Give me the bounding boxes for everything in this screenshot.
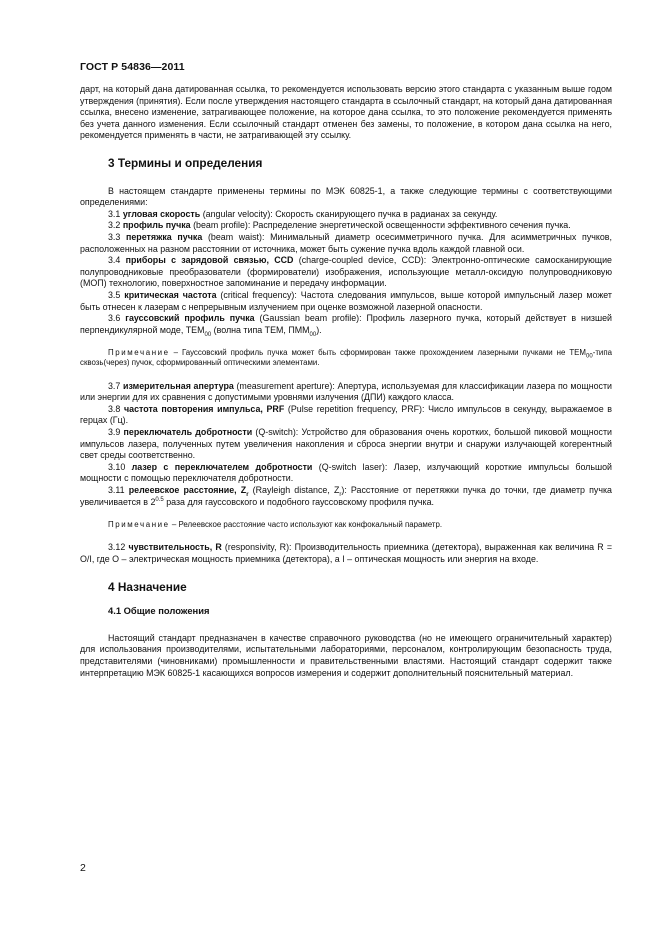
- term-3-2: 3.2 профиль пучка (beam profile): Распределение энергетической освещенности эффективного сечения пучка.: [108, 220, 571, 231]
- term-3-7: 3.7 измерительная апертура (measurement aperture): Апертура, используемая для классификации лазера по мощности или энергии для их сравнения с допустимыми уровнями излучения (ДПИ) каждого класса.: [80, 380, 612, 403]
- note-rayleigh: Примечание – Релеевское расстояние часто используют как конфокальный параметр.: [108, 520, 443, 530]
- section-3-heading: 3 Термины и определения: [108, 155, 263, 170]
- intro-paragraph: дарт, на который дана датированная ссылка, то рекомендуется использовать версию этого стандарта с указанным выше годом утверждения (принятия). Если после утверждения настоящего стандарта в ссылочный стандарт, на который дана датированная ссылка, внесено изменение, затрагивающее положение, на которое дана ссылка, то это положение рекомендуется применять без учета данного изменения. Если ссылочный стандарт отменен без замены, то положение, в котором дана ссылка на него, рекомендуется применять в части, не затрагивающей эту ссылку.: [80, 84, 612, 141]
- term-3-10: 3.10 лазер с переключателем добротности (Q-switch laser): Лазер, излучающий короткие импульсы большой мощности с помощью переключателя добротности.: [80, 461, 612, 484]
- section-4-1-paragraph: Настоящий стандарт предназначен в качестве справочного руководства (но не имеющего ограничительный характер) для использования производителями, испытательными лабораториями, персоналом, контролирующим безопасность труда, представителями (чиновниками) промышленности и правительственными властями. Настоящий стандарт содержит также интерпретацию МЭК 60825-1 касающихся вопросов измерения и содержит дополнительный пояснительный материал.: [80, 632, 612, 678]
- document-header: ГОСТ Р 54836—2011: [80, 61, 185, 73]
- term-3-6: 3.6 гауссовский профиль пучка (Gaussian beam profile): Профиль лазерного пучка, который действует в низшей перпендикулярной моде, $ТЕМ_{00}$ (волна типа ТЕМ, $ПММ_{00}$).: [80, 313, 612, 338]
- term-3-4: 3.4 приборы с зарядовой связью, CCD (charge-coupled device, CCD): Электронно-оптические самосканирующие полупроводниковые преобразователи (формирователи) изображения, использующие металл-оксидую полупроводниковую (МОП) технологию, поверхностное запоминание и передачу информации.: [80, 255, 612, 289]
- note-gaussian: Примечание – Гауссовский профиль пучка может быть сформирован также прохождением лазерными пучками не $ТЕМ_{00}$-типа сквозь(через) пучок, сформированный оптическими элементами.: [80, 348, 612, 368]
- section-4-1-heading: 4.1 Общие положения: [108, 605, 210, 617]
- section-4-heading: 4 Назначение: [108, 579, 187, 594]
- section-3-lead: В настоящем стандарте применены термины по МЭК 60825-1, а также следующие термины с соответствующими определениями:: [80, 185, 612, 208]
- term-3-3: 3.3 перетяжка пучка (beam waist): Минимальный диаметр осесимметричного пучка. Для асимметричных пучков, расположенных на разном расстоянии от источника, может быть сужение пучка вдоль каждой главной оси.: [80, 231, 612, 254]
- term-3-5: 3.5 критическая частота (critical frequency): Частота следования импульсов, выше которой импульсный лазер может быть отнесен к лазерам с непрерывным излучением при оценке возможной лазерной опасности.: [80, 289, 612, 312]
- term-3-1: 3.1 угловая скорость (angular velocity): Скорость сканирующего пучка в радианах за секунду.: [108, 208, 498, 219]
- page-number: 2: [80, 862, 86, 874]
- term-3-12: 3.12 чувствительность, R (responsivity, R): Производительность приемника (детектора), выраженная как величина R = O/I, где O – электрическая мощность приемника (детектора), а I – оптическая мощность или энергия на входе.: [80, 542, 613, 565]
- document-body: [80, 84, 612, 679]
- term-3-9: 3.9 переключатель добротности (Q-switch): Устройство для образования очень коротких, большой пиковой мощности импульсов лазера, полученных путем увеличения накопления и сброса энергии внутри и снаружи излучающей когерентный свет среды соответственно.: [80, 427, 612, 461]
- term-3-11: 3.11 релеевское расстояние, $Z_r$ (Rayleigh distance, $Z_r$): Расстояние от перетяжки пучка до точки, где диаметр пучка увеличивается в $2^{0.5}$ раза для гауссовского и подобного гауссовскому профиля пучка.: [80, 485, 612, 507]
- term-3-8: 3.8 частота повторения импульса, PRF (Pulse repetition frequency, PRF): Число импульсов в секунду, выражаемое в герцах (Гц).: [80, 403, 612, 426]
